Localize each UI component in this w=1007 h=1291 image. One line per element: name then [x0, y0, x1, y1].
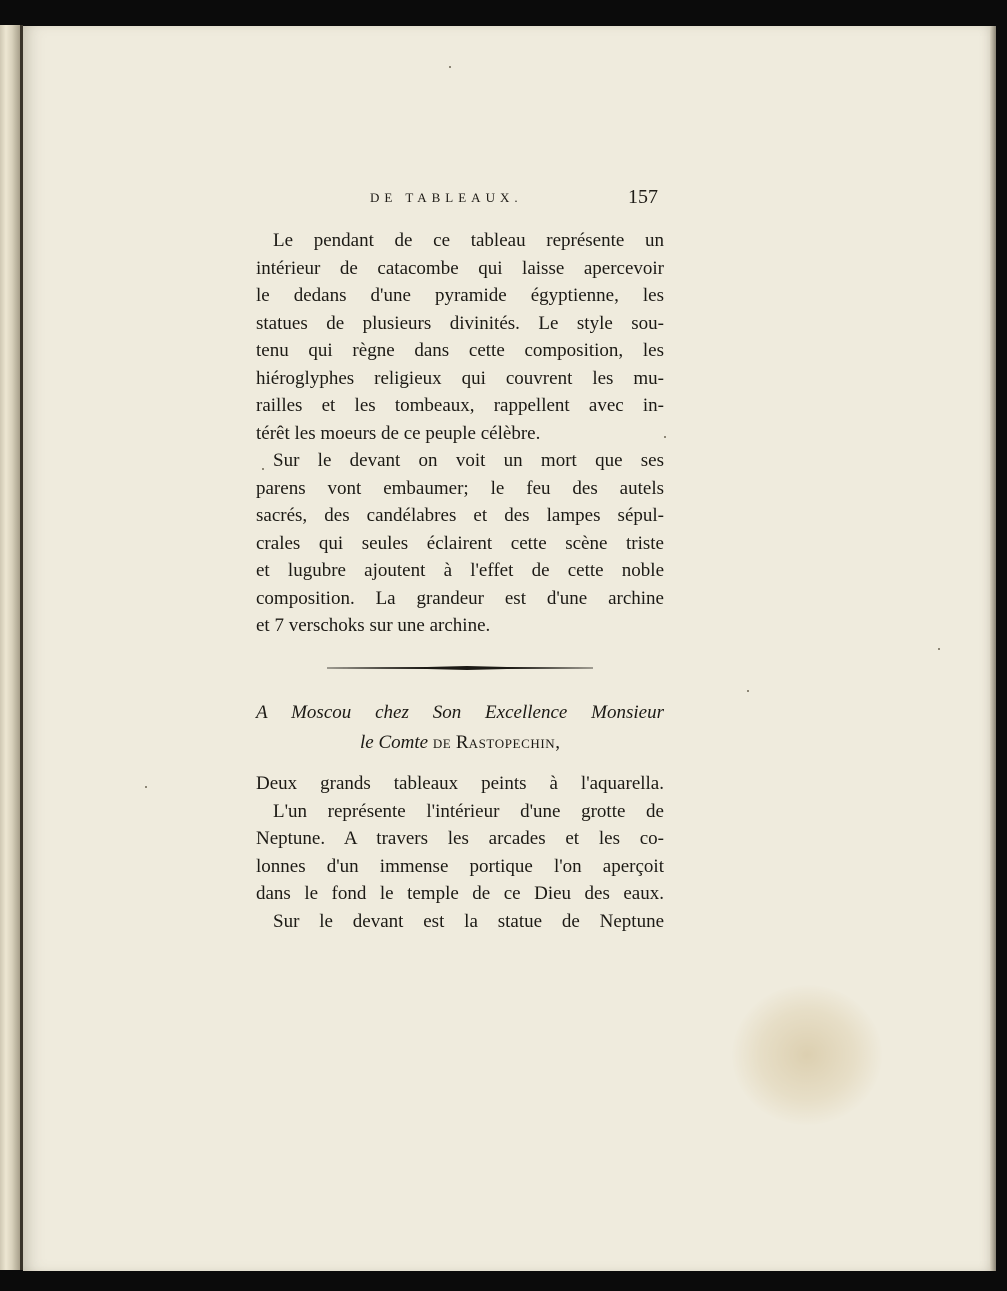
section-divider: [327, 665, 593, 671]
text-line: parens vont embaumer; le feu des autels: [256, 477, 664, 499]
page-edge: [990, 26, 996, 1271]
paper-speck: [449, 66, 451, 68]
text-line: Le pendant de ce tableau représente un: [273, 230, 664, 251]
text-line: crales qui seules éclairent cette scène triste: [256, 532, 664, 554]
body-text-lower: [256, 770, 664, 935]
text-line: lonnes d'un immense portique l'on aperçoit: [256, 855, 664, 877]
divider-rule: [327, 665, 593, 671]
running-title: DE TABLEAUX.: [370, 190, 523, 205]
text-line: et lugubre ajoutent à l'effet de cette noble: [256, 560, 664, 581]
page-number: 157: [628, 186, 658, 208]
text-line: hiéroglyphes religieux qui couvrent les mu-: [256, 367, 664, 389]
text-line: térêt les moeurs de ce peuple célèbre.: [256, 422, 541, 444]
heading-title-italic: le Comte: [359, 732, 429, 753]
text-line: Sur le devant on voit un mort que ses: [273, 450, 664, 471]
text-line: composition. La grandeur est d'une archine: [256, 587, 664, 609]
heading-name-initial: R: [455, 732, 469, 753]
book-spine: [0, 25, 20, 1270]
text-line: tenu qui règne dans cette composition, les: [256, 340, 664, 361]
text-line: L'un représente l'intérieur d'une grotte de: [273, 800, 664, 822]
text-line: statues de plusieurs divinités. Le style sou-: [256, 312, 664, 334]
heading-particle: DE: [432, 736, 452, 751]
text-line: Neptune. A travers les arcades et les co-: [256, 828, 664, 849]
text-line: railles et les tombeaux, rappellent avec in-: [256, 395, 664, 416]
paper-speck: [145, 786, 147, 788]
text-line: intérieur de catacombe qui laisse apercevoir: [256, 257, 664, 279]
subheading: Deux grands tableaux peints à l'aquarella.: [256, 773, 664, 794]
heading-line-1: A Moscou chez Son Excellence Monsieur: [256, 702, 664, 723]
body-text-upper: [256, 227, 664, 640]
heading-name-rest: ASTOPECHIN: [468, 736, 556, 751]
text-line: sacrés, des candélabres et des lampes sépul-: [256, 505, 664, 526]
paper-speck: [664, 436, 666, 438]
heading-punct: ,: [555, 732, 561, 753]
text-line: Sur le devant est la statue de Neptune: [273, 910, 664, 932]
foxing-stain: [732, 985, 882, 1125]
paper-speck: [938, 648, 940, 650]
text-line: et 7 verschoks sur une archine.: [256, 615, 491, 636]
heading-line-2: [256, 728, 664, 758]
text-line: dans le fond le temple de ce Dieu des eaux.: [256, 883, 664, 904]
running-header: [370, 188, 670, 214]
paper-speck: [747, 690, 749, 692]
text-line: le dedans d'une pyramide égyptienne, les: [256, 285, 664, 306]
section-heading: [256, 698, 664, 758]
